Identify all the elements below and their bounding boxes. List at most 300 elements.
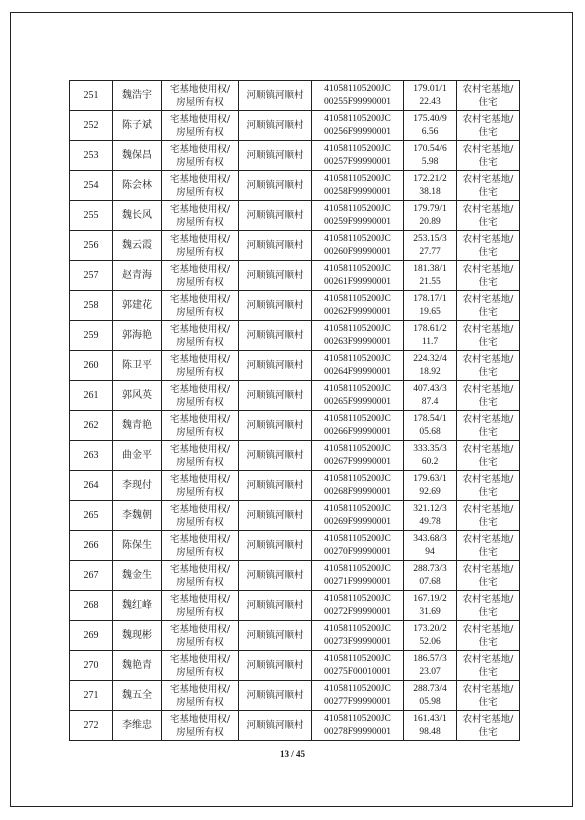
land-use-line1: 农村宅基地/ xyxy=(462,203,514,215)
area-line2: 87.4 xyxy=(421,396,439,407)
row-number: 268 xyxy=(70,591,113,621)
area xyxy=(404,621,457,651)
land-use-line1: 农村宅基地/ xyxy=(462,443,514,455)
table-row xyxy=(70,351,520,381)
row-number: 264 xyxy=(70,471,113,501)
owner-name: 魏金生 xyxy=(113,561,162,591)
right-type-line2: 房屋所有权 xyxy=(176,396,224,408)
unit-code-line1: 410581105200JC xyxy=(324,683,391,694)
land-use xyxy=(457,681,520,711)
land-use-line2: 住宅 xyxy=(478,126,498,138)
unit-code xyxy=(312,141,404,171)
row-number: 255 xyxy=(70,201,113,231)
right-type-line1: 宅基地使用权/ xyxy=(169,563,231,575)
table-row xyxy=(70,411,520,441)
right-type xyxy=(162,351,239,381)
right-type xyxy=(162,531,239,561)
unit-code xyxy=(312,291,404,321)
area-line2: 49.78 xyxy=(419,516,441,527)
row-number: 269 xyxy=(70,621,113,651)
area-line1: 288.73/3 xyxy=(413,563,447,574)
right-type-line1: 宅基地使用权/ xyxy=(169,83,231,95)
land-use-line1: 农村宅基地/ xyxy=(462,323,514,335)
right-type-line2: 房屋所有权 xyxy=(176,486,224,498)
row-number: 254 xyxy=(70,171,113,201)
right-type xyxy=(162,471,239,501)
unit-code-line2: 00259F99990001 xyxy=(323,216,392,227)
area-line1: 178.61/2 xyxy=(413,323,447,334)
unit-code xyxy=(312,711,404,741)
row-number: 270 xyxy=(70,651,113,681)
location: 河顺镇河顺村 xyxy=(239,471,312,501)
row-number: 256 xyxy=(70,231,113,261)
unit-code-line1: 410581105200JC xyxy=(324,383,391,394)
owner-name: 赵青海 xyxy=(113,261,162,291)
land-use xyxy=(457,711,520,741)
area-line2: 31.69 xyxy=(419,606,441,617)
unit-code-line1: 410581105200JC xyxy=(324,83,391,94)
right-type-line1: 宅基地使用权/ xyxy=(169,503,231,515)
table-row xyxy=(70,471,520,501)
right-type-line2: 房屋所有权 xyxy=(176,246,224,258)
right-type-line2: 房屋所有权 xyxy=(176,126,224,138)
land-use xyxy=(457,141,520,171)
area-line2: 5.98 xyxy=(421,156,439,167)
row-number: 265 xyxy=(70,501,113,531)
row-number: 262 xyxy=(70,411,113,441)
unit-code xyxy=(312,381,404,411)
area-line2: 60.2 xyxy=(421,456,439,467)
area xyxy=(404,321,457,351)
land-use-line2: 住宅 xyxy=(478,636,498,648)
right-type-line2: 房屋所有权 xyxy=(176,606,224,618)
table-row xyxy=(70,711,520,741)
unit-code-line1: 410581105200JC xyxy=(324,623,391,634)
area xyxy=(404,291,457,321)
land-use-line1: 农村宅基地/ xyxy=(462,83,514,95)
unit-code xyxy=(312,591,404,621)
row-number: 259 xyxy=(70,321,113,351)
owner-name: 郭建花 xyxy=(113,291,162,321)
area-line1: 167.19/2 xyxy=(413,593,447,604)
row-number: 253 xyxy=(70,141,113,171)
area-line2: 6.56 xyxy=(421,126,439,137)
unit-code xyxy=(312,441,404,471)
land-use xyxy=(457,201,520,231)
table-row xyxy=(70,651,520,681)
right-type-line1: 宅基地使用权/ xyxy=(169,653,231,665)
right-type xyxy=(162,171,239,201)
right-type-line2: 房屋所有权 xyxy=(176,636,224,648)
right-type xyxy=(162,681,239,711)
table-row xyxy=(70,81,520,111)
row-number: 272 xyxy=(70,711,113,741)
area-line1: 172.21/2 xyxy=(413,173,447,184)
right-type-line2: 房屋所有权 xyxy=(176,366,224,378)
unit-code xyxy=(312,111,404,141)
unit-code xyxy=(312,531,404,561)
unit-code-line1: 410581105200JC xyxy=(324,473,391,484)
land-use xyxy=(457,171,520,201)
area-line2: 92.69 xyxy=(419,486,441,497)
unit-code-line2: 00265F99990001 xyxy=(323,396,392,407)
area xyxy=(404,411,457,441)
location: 河顺镇河顺村 xyxy=(239,261,312,291)
area xyxy=(404,591,457,621)
area-line2: 22.43 xyxy=(419,96,441,107)
land-use-line1: 农村宅基地/ xyxy=(462,503,514,515)
land-use-line1: 农村宅基地/ xyxy=(462,623,514,635)
owner-name: 郭海艳 xyxy=(113,321,162,351)
area-line2: 11.7 xyxy=(421,336,439,347)
row-number: 267 xyxy=(70,561,113,591)
area-line1: 181.38/1 xyxy=(413,263,447,274)
area-line2: 21.55 xyxy=(419,276,441,287)
land-use-line2: 住宅 xyxy=(478,246,498,258)
area xyxy=(404,681,457,711)
land-use-line2: 住宅 xyxy=(478,276,498,288)
owner-name: 曲金平 xyxy=(113,441,162,471)
right-type-line2: 房屋所有权 xyxy=(176,576,224,588)
area-line1: 224.32/4 xyxy=(413,353,447,364)
area-line2: 19.65 xyxy=(419,306,441,317)
location: 河顺镇河顺村 xyxy=(239,621,312,651)
owner-name: 魏五全 xyxy=(113,681,162,711)
unit-code xyxy=(312,261,404,291)
row-number: 257 xyxy=(70,261,113,291)
unit-code xyxy=(312,81,404,111)
right-type-line1: 宅基地使用权/ xyxy=(169,293,231,305)
land-use xyxy=(457,651,520,681)
area-line1: 253.15/3 xyxy=(413,233,447,244)
area xyxy=(404,261,457,291)
right-type xyxy=(162,651,239,681)
area-line2: 20.89 xyxy=(419,216,441,227)
right-type-line1: 宅基地使用权/ xyxy=(169,533,231,545)
right-type xyxy=(162,261,239,291)
land-use xyxy=(457,411,520,441)
area-line2: 38.18 xyxy=(419,186,441,197)
area-line1: 179.01/1 xyxy=(413,83,447,94)
unit-code-line2: 00268F99990001 xyxy=(323,486,392,497)
land-use-line2: 住宅 xyxy=(478,726,498,738)
table-row xyxy=(70,501,520,531)
right-type-line2: 房屋所有权 xyxy=(176,156,224,168)
right-type-line1: 宅基地使用权/ xyxy=(169,473,231,485)
location: 河顺镇河顺村 xyxy=(239,381,312,411)
unit-code-line2: 00273F99990001 xyxy=(323,636,392,647)
land-use-line1: 农村宅基地/ xyxy=(462,263,514,275)
area xyxy=(404,381,457,411)
land-use xyxy=(457,561,520,591)
area xyxy=(404,141,457,171)
right-type-line2: 房屋所有权 xyxy=(176,276,224,288)
land-use xyxy=(457,81,520,111)
right-type-line1: 宅基地使用权/ xyxy=(169,143,231,155)
owner-name: 魏红峰 xyxy=(113,591,162,621)
area-line2: 94 xyxy=(425,546,435,557)
unit-code-line2: 00278F99990001 xyxy=(323,726,392,737)
owner-name: 陈会林 xyxy=(113,171,162,201)
area-line1: 178.54/1 xyxy=(413,413,447,424)
owner-name: 魏青艳 xyxy=(113,411,162,441)
unit-code-line1: 410581105200JC xyxy=(324,263,391,274)
area-line1: 173.20/2 xyxy=(413,623,447,634)
area-line1: 321.12/3 xyxy=(413,503,447,514)
table-row xyxy=(70,621,520,651)
location: 河顺镇河顺村 xyxy=(239,171,312,201)
area xyxy=(404,171,457,201)
owner-name: 陈保生 xyxy=(113,531,162,561)
land-use xyxy=(457,351,520,381)
row-number: 261 xyxy=(70,381,113,411)
unit-code-line1: 410581105200JC xyxy=(324,503,391,514)
right-type-line1: 宅基地使用权/ xyxy=(169,203,231,215)
right-type xyxy=(162,81,239,111)
right-type-line1: 宅基地使用权/ xyxy=(169,173,231,185)
table-row xyxy=(70,441,520,471)
row-number: 258 xyxy=(70,291,113,321)
unit-code-line2: 00275F00010001 xyxy=(323,666,392,677)
owner-name: 魏长风 xyxy=(113,201,162,231)
unit-code xyxy=(312,411,404,441)
right-type-line1: 宅基地使用权/ xyxy=(169,623,231,635)
area xyxy=(404,231,457,261)
unit-code xyxy=(312,171,404,201)
unit-code-line2: 00271F99990001 xyxy=(323,576,392,587)
unit-code-line1: 410581105200JC xyxy=(324,593,391,604)
unit-code-line2: 00258F99990001 xyxy=(323,186,392,197)
table-row xyxy=(70,531,520,561)
land-use-line1: 农村宅基地/ xyxy=(462,563,514,575)
owner-name: 魏现彬 xyxy=(113,621,162,651)
area-line2: 52.06 xyxy=(419,636,441,647)
unit-code xyxy=(312,681,404,711)
unit-code xyxy=(312,471,404,501)
registration-table xyxy=(69,80,520,741)
right-type xyxy=(162,231,239,261)
unit-code-line1: 410581105200JC xyxy=(324,143,391,154)
land-use xyxy=(457,261,520,291)
right-type xyxy=(162,561,239,591)
unit-code-line2: 00255F99990001 xyxy=(323,96,392,107)
unit-code-line1: 410581105200JC xyxy=(324,233,391,244)
area-line2: 27.77 xyxy=(419,246,441,257)
location: 河顺镇河顺村 xyxy=(239,591,312,621)
owner-name: 李魏朝 xyxy=(113,501,162,531)
land-use-line1: 农村宅基地/ xyxy=(462,383,514,395)
location: 河顺镇河顺村 xyxy=(239,291,312,321)
land-use-line1: 农村宅基地/ xyxy=(462,593,514,605)
row-number: 266 xyxy=(70,531,113,561)
unit-code-line1: 410581105200JC xyxy=(324,173,391,184)
location: 河顺镇河顺村 xyxy=(239,321,312,351)
row-number: 263 xyxy=(70,441,113,471)
right-type xyxy=(162,381,239,411)
right-type xyxy=(162,411,239,441)
land-use xyxy=(457,501,520,531)
unit-code-line1: 410581105200JC xyxy=(324,653,391,664)
area-line1: 343.68/3 xyxy=(413,533,447,544)
right-type xyxy=(162,441,239,471)
area-line2: 05.98 xyxy=(419,696,441,707)
right-type-line2: 房屋所有权 xyxy=(176,426,224,438)
land-use-line2: 住宅 xyxy=(478,576,498,588)
table-row xyxy=(70,171,520,201)
right-type-line2: 房屋所有权 xyxy=(176,186,224,198)
land-use-line2: 住宅 xyxy=(478,306,498,318)
area-line1: 288.73/4 xyxy=(413,683,447,694)
right-type-line2: 房屋所有权 xyxy=(176,306,224,318)
table-body xyxy=(70,81,520,741)
table-row xyxy=(70,261,520,291)
unit-code-line1: 410581105200JC xyxy=(324,533,391,544)
unit-code-line2: 00269F99990001 xyxy=(323,516,392,527)
unit-code-line2: 00272F99990001 xyxy=(323,606,392,617)
owner-name: 李维忠 xyxy=(113,711,162,741)
land-use-line1: 农村宅基地/ xyxy=(462,533,514,545)
location: 河顺镇河顺村 xyxy=(239,411,312,441)
land-use xyxy=(457,471,520,501)
right-type-line2: 房屋所有权 xyxy=(176,516,224,528)
land-use xyxy=(457,381,520,411)
unit-code-line1: 410581105200JC xyxy=(324,713,391,724)
unit-code xyxy=(312,351,404,381)
area-line1: 178.17/1 xyxy=(413,293,447,304)
right-type xyxy=(162,141,239,171)
area-line1: 333.35/3 xyxy=(413,443,447,454)
area xyxy=(404,561,457,591)
land-use-line2: 住宅 xyxy=(478,216,498,228)
area-line1: 161.43/1 xyxy=(413,713,447,724)
area-line2: 05.68 xyxy=(419,426,441,437)
land-use-line1: 农村宅基地/ xyxy=(462,473,514,485)
area xyxy=(404,201,457,231)
right-type-line2: 房屋所有权 xyxy=(176,336,224,348)
unit-code-line2: 00262F99990001 xyxy=(323,306,392,317)
land-use xyxy=(457,621,520,651)
land-use xyxy=(457,321,520,351)
right-type-line2: 房屋所有权 xyxy=(176,216,224,228)
right-type-line1: 宅基地使用权/ xyxy=(169,233,231,245)
land-use xyxy=(457,531,520,561)
unit-code-line2: 00277F99990001 xyxy=(323,696,392,707)
area xyxy=(404,501,457,531)
location: 河顺镇河顺村 xyxy=(239,531,312,561)
right-type xyxy=(162,291,239,321)
location: 河顺镇河顺村 xyxy=(239,681,312,711)
right-type-line1: 宅基地使用权/ xyxy=(169,713,231,725)
land-use-line2: 住宅 xyxy=(478,516,498,528)
right-type xyxy=(162,501,239,531)
land-use-line1: 农村宅基地/ xyxy=(462,113,514,125)
right-type-line2: 房屋所有权 xyxy=(176,456,224,468)
unit-code-line2: 00261F99990001 xyxy=(323,276,392,287)
unit-code-line2: 00260F99990001 xyxy=(323,246,392,257)
area-line2: 98.48 xyxy=(419,726,441,737)
unit-code-line1: 410581105200JC xyxy=(324,113,391,124)
right-type-line1: 宅基地使用权/ xyxy=(169,413,231,425)
land-use-line1: 农村宅基地/ xyxy=(462,353,514,365)
area xyxy=(404,651,457,681)
owner-name: 魏艳青 xyxy=(113,651,162,681)
land-use xyxy=(457,231,520,261)
row-number: 252 xyxy=(70,111,113,141)
location: 河顺镇河顺村 xyxy=(239,141,312,171)
land-use-line2: 住宅 xyxy=(478,486,498,498)
unit-code-line1: 410581105200JC xyxy=(324,353,391,364)
unit-code xyxy=(312,561,404,591)
right-type-line2: 房屋所有权 xyxy=(176,726,224,738)
area-line2: 23.07 xyxy=(419,666,441,677)
unit-code-line2: 00264F99990001 xyxy=(323,366,392,377)
land-use xyxy=(457,291,520,321)
area-line1: 407.43/3 xyxy=(413,383,447,394)
owner-name: 郭风英 xyxy=(113,381,162,411)
unit-code-line1: 410581105200JC xyxy=(324,293,391,304)
area xyxy=(404,441,457,471)
right-type-line1: 宅基地使用权/ xyxy=(169,263,231,275)
land-use-line2: 住宅 xyxy=(478,96,498,108)
unit-code-line1: 410581105200JC xyxy=(324,413,391,424)
area-line2: 18.92 xyxy=(419,366,441,377)
right-type xyxy=(162,321,239,351)
location: 河顺镇河顺村 xyxy=(239,231,312,261)
page-number: 13 / 45 xyxy=(279,749,305,759)
land-use-line1: 农村宅基地/ xyxy=(462,653,514,665)
area xyxy=(404,531,457,561)
table-row xyxy=(70,381,520,411)
area xyxy=(404,111,457,141)
land-use xyxy=(457,111,520,141)
location: 河顺镇河顺村 xyxy=(239,441,312,471)
area-line1: 179.79/1 xyxy=(413,203,447,214)
area xyxy=(404,471,457,501)
unit-code-line1: 410581105200JC xyxy=(324,203,391,214)
table-row xyxy=(70,111,520,141)
area-line1: 175.40/9 xyxy=(413,113,447,124)
owner-name: 陈卫平 xyxy=(113,351,162,381)
row-number: 271 xyxy=(70,681,113,711)
table-row xyxy=(70,561,520,591)
right-type-line2: 房屋所有权 xyxy=(176,666,224,678)
land-use-line2: 住宅 xyxy=(478,156,498,168)
land-use-line2: 住宅 xyxy=(478,546,498,558)
land-use-line2: 住宅 xyxy=(478,696,498,708)
area xyxy=(404,81,457,111)
right-type-line1: 宅基地使用权/ xyxy=(169,113,231,125)
land-use-line1: 农村宅基地/ xyxy=(462,173,514,185)
right-type xyxy=(162,591,239,621)
location: 河顺镇河顺村 xyxy=(239,651,312,681)
unit-code-line1: 410581105200JC xyxy=(324,443,391,454)
location: 河顺镇河顺村 xyxy=(239,81,312,111)
row-number: 260 xyxy=(70,351,113,381)
table-row xyxy=(70,681,520,711)
unit-code xyxy=(312,201,404,231)
unit-code-line1: 410581105200JC xyxy=(324,323,391,334)
right-type xyxy=(162,621,239,651)
location: 河顺镇河顺村 xyxy=(239,201,312,231)
table-row xyxy=(70,321,520,351)
right-type-line1: 宅基地使用权/ xyxy=(169,383,231,395)
land-use-line1: 农村宅基地/ xyxy=(462,293,514,305)
right-type xyxy=(162,201,239,231)
land-use-line1: 农村宅基地/ xyxy=(462,233,514,245)
right-type-line1: 宅基地使用权/ xyxy=(169,443,231,455)
unit-code xyxy=(312,231,404,261)
land-use xyxy=(457,441,520,471)
